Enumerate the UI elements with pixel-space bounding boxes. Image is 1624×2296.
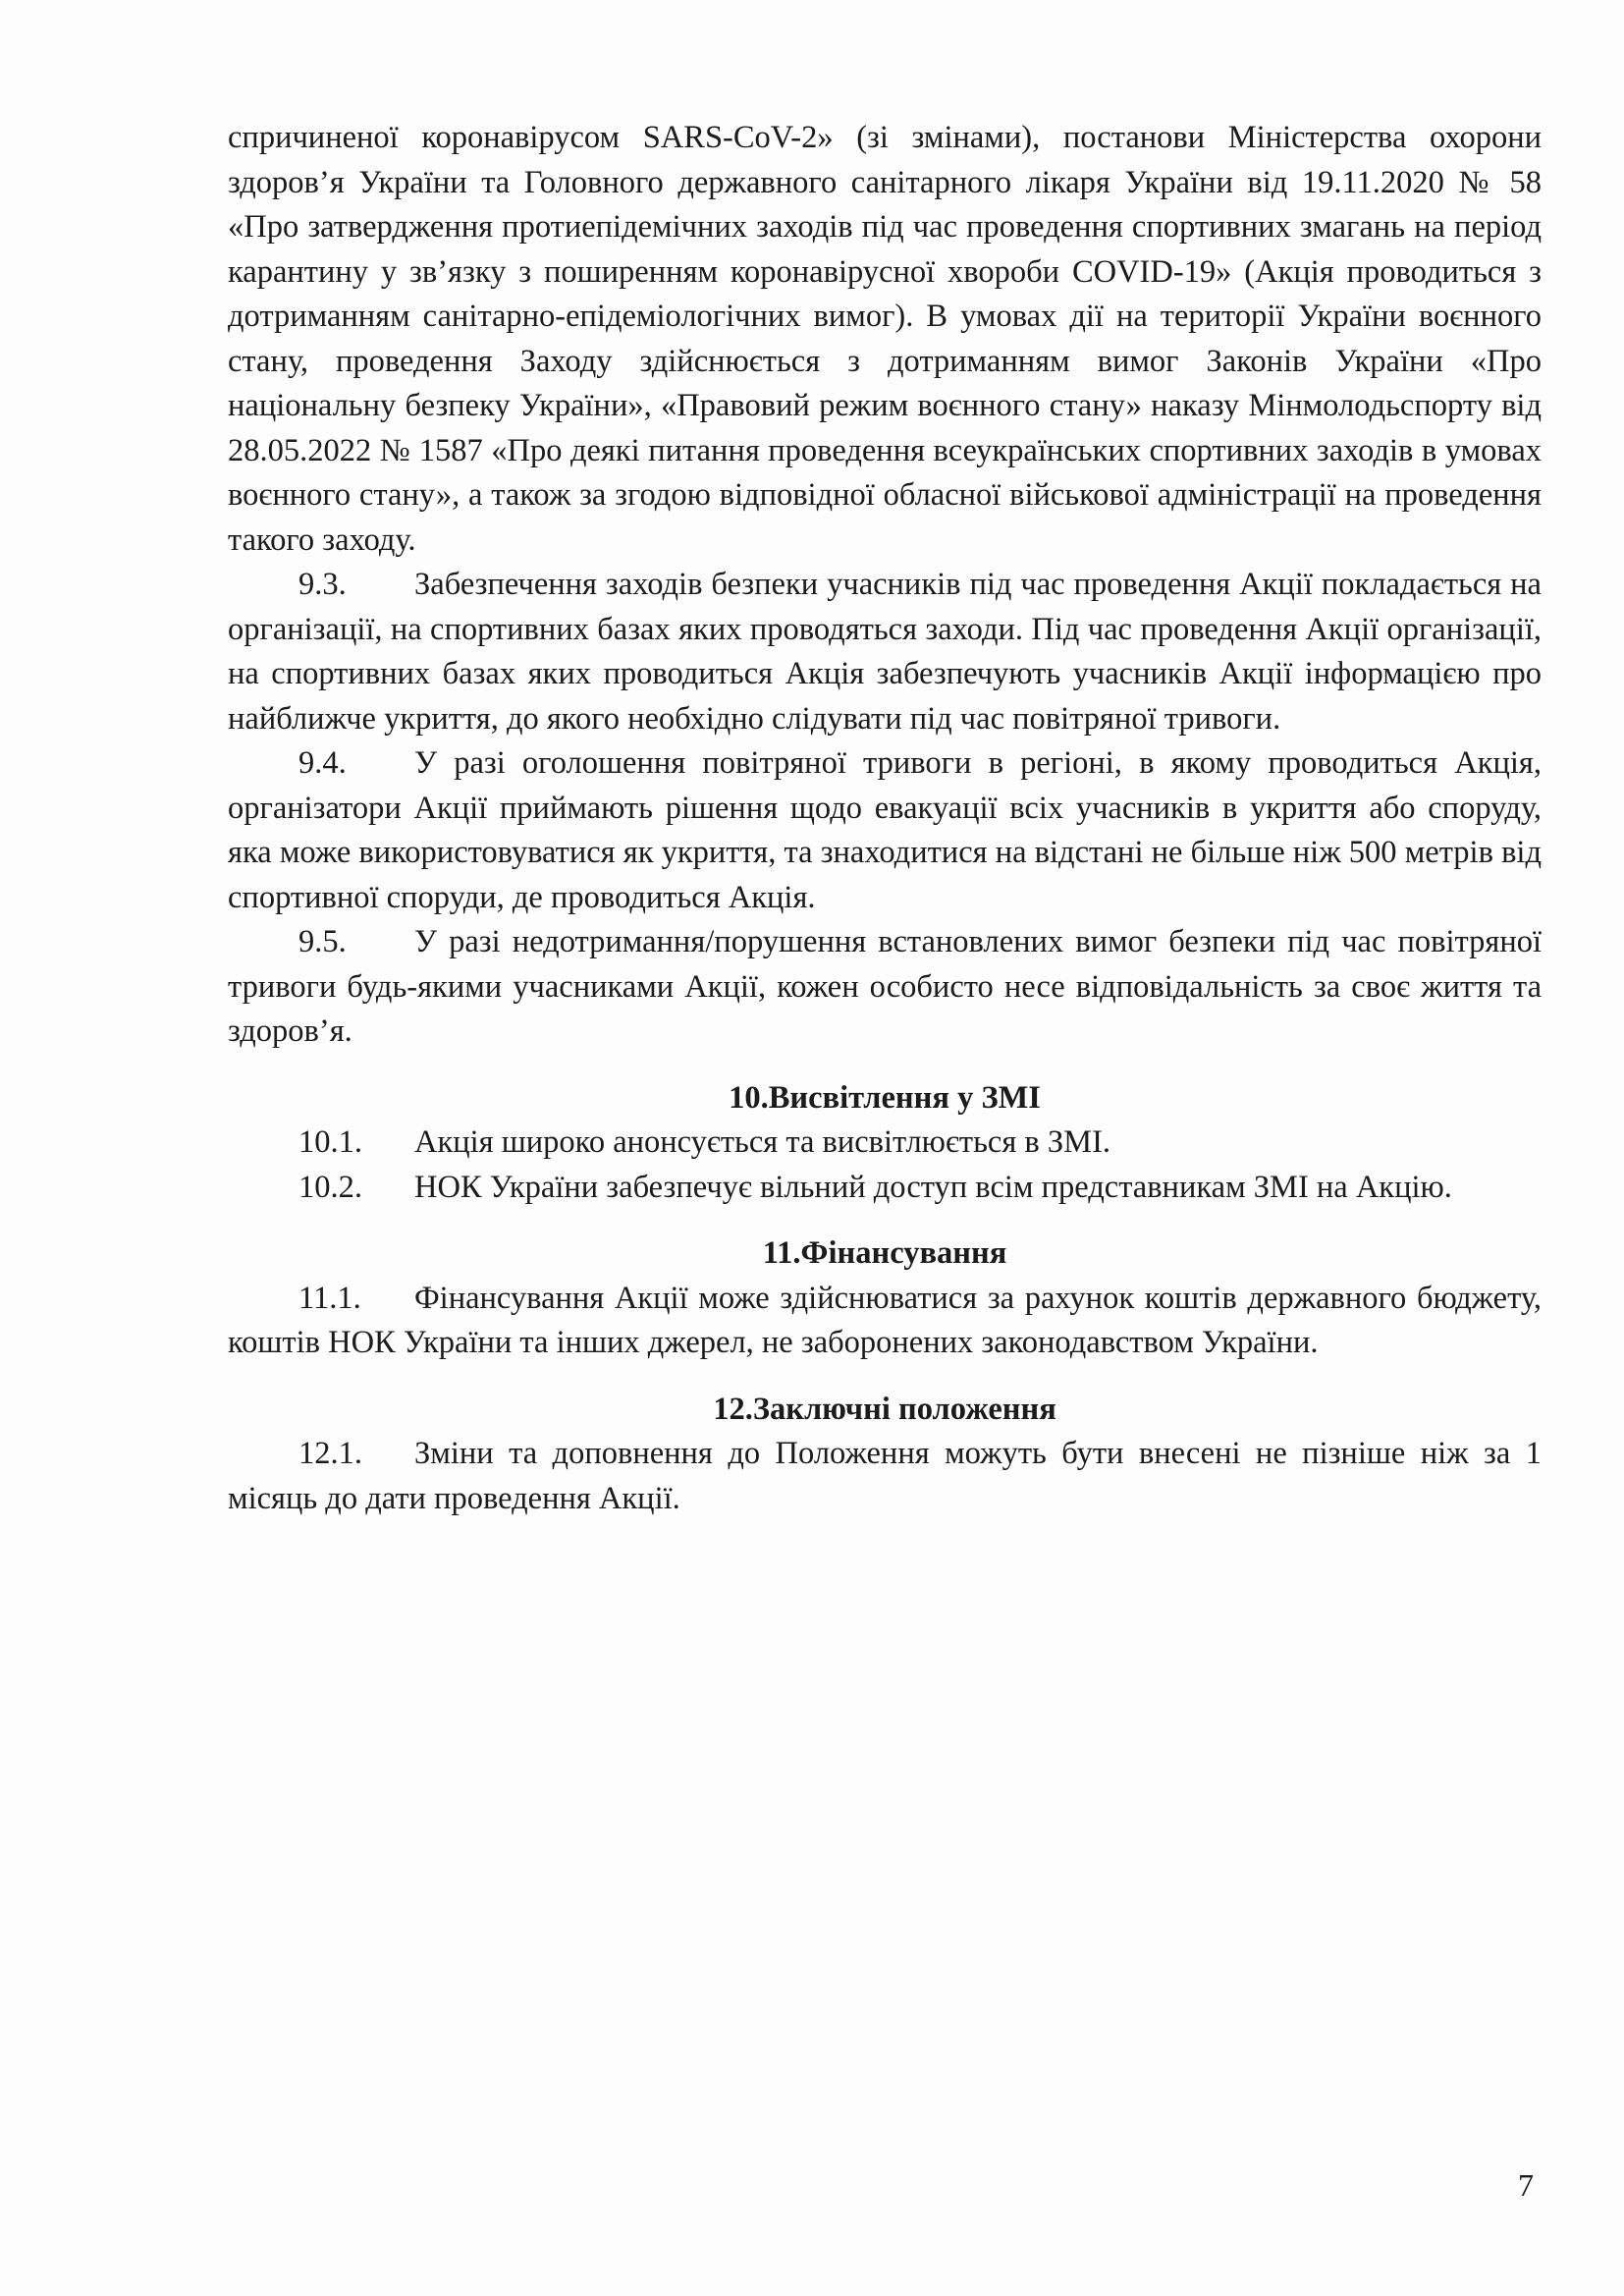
clause-text: У разі оголошення повітряної тривоги в регіоні, в якому проводиться Акція, організатори Акції приймають рішення щодо евакуації всіх учасників в укриття або споруду, яка може використовуватися як укриття, та знаходитися на відстані не більше ніж 500 метрів від спортивної споруди, де проводиться Акція.: [228, 745, 1542, 915]
clause-number: 11.1.: [298, 1280, 361, 1316]
clause-text: У разі недотримання/порушення встановлених вимог безпеки під час повітряної тривоги будь-якими учасниками Акції, кожен особисто несе відповідальність за своє життя та здоров’я.: [228, 924, 1542, 1049]
clause-9-4: [228, 741, 1542, 920]
clause-12-1: [228, 1432, 1542, 1521]
clause-text: Фінансування Акції може здійснюватися за рахунок коштів державного бюджету, коштів НОК України та інших джерел, не заборонених законодавством України.: [228, 1280, 1542, 1360]
section-10-heading: 10.Висвітлення у ЗМІ: [729, 1079, 1041, 1116]
page-number: 7: [1518, 2167, 1534, 2203]
clause-number: 9.4.: [298, 745, 347, 781]
clause-11-1: [228, 1277, 1542, 1366]
clause-text: Зміни та доповнення до Положення можуть бути внесені не пізніше ніж за 1 місяць до дати проведення Акції.: [228, 1436, 1542, 1516]
clause-text: Акція широко анонсується та висвітлюється в ЗМІ.: [414, 1124, 1111, 1160]
clause-number: 10.2.: [298, 1169, 362, 1205]
clause-number: 12.1.: [298, 1436, 362, 1471]
clause-number: 9.3.: [298, 567, 347, 602]
clause-9-3: [228, 563, 1542, 741]
clause-10-1: [228, 1121, 1542, 1166]
section-11-heading: 11.Фінансування: [762, 1235, 1007, 1271]
clause-10-2: [228, 1166, 1542, 1211]
intro-paragraph: спричиненої коронавірусом SARS-CoV-2» (зі змінами), постанови Міністерства охорони здоров’я України та Головного державного санітарного лікаря України від 19.11.2020 № 58 «Про затвердження протиепідемічних заходів під час проведення спортивних змагань на період карантину у зв’язку з поширенням коронавірусної хвороби COVID-19» (Акція проводиться з дотриманням санітарно-епідеміологічних вимог). В умовах дії на території України воєнного стану, проведення Заходу здійснюється з дотриманням вимог Законів України «Про національну безпеку України», «Правовий режим воєнного стану» наказу Мінмолодьспорту від 28.05.2022 № 1587 «Про деякі питання проведення всеукраїнських спортивних заходів в умовах воєнного стану», а також за згодою відповідної обласної військової адміністрації на проведення такого заходу.: [228, 120, 1542, 558]
section-12-heading: 12.Заключні положення: [713, 1391, 1056, 1427]
clause-text: Забезпечення заходів безпеки учасників під час проведення Акції покладається на організації, на спортивних базах яких проводяться заходи. Під час проведення Акції організації, на спортивних базах яких проводиться Акція забезпечують учасників Акції інформацією про найближче укриття, до якого необхідно слідувати під час повітряної тривоги.: [228, 567, 1542, 737]
clause-9-5: [228, 920, 1542, 1055]
clause-number: 9.5.: [298, 924, 347, 959]
document-body: [228, 116, 1542, 1521]
clause-number: 10.1.: [298, 1124, 362, 1160]
clause-text: НОК України забезпечує вільний доступ всім представникам ЗМІ на Акцію.: [414, 1169, 1452, 1205]
